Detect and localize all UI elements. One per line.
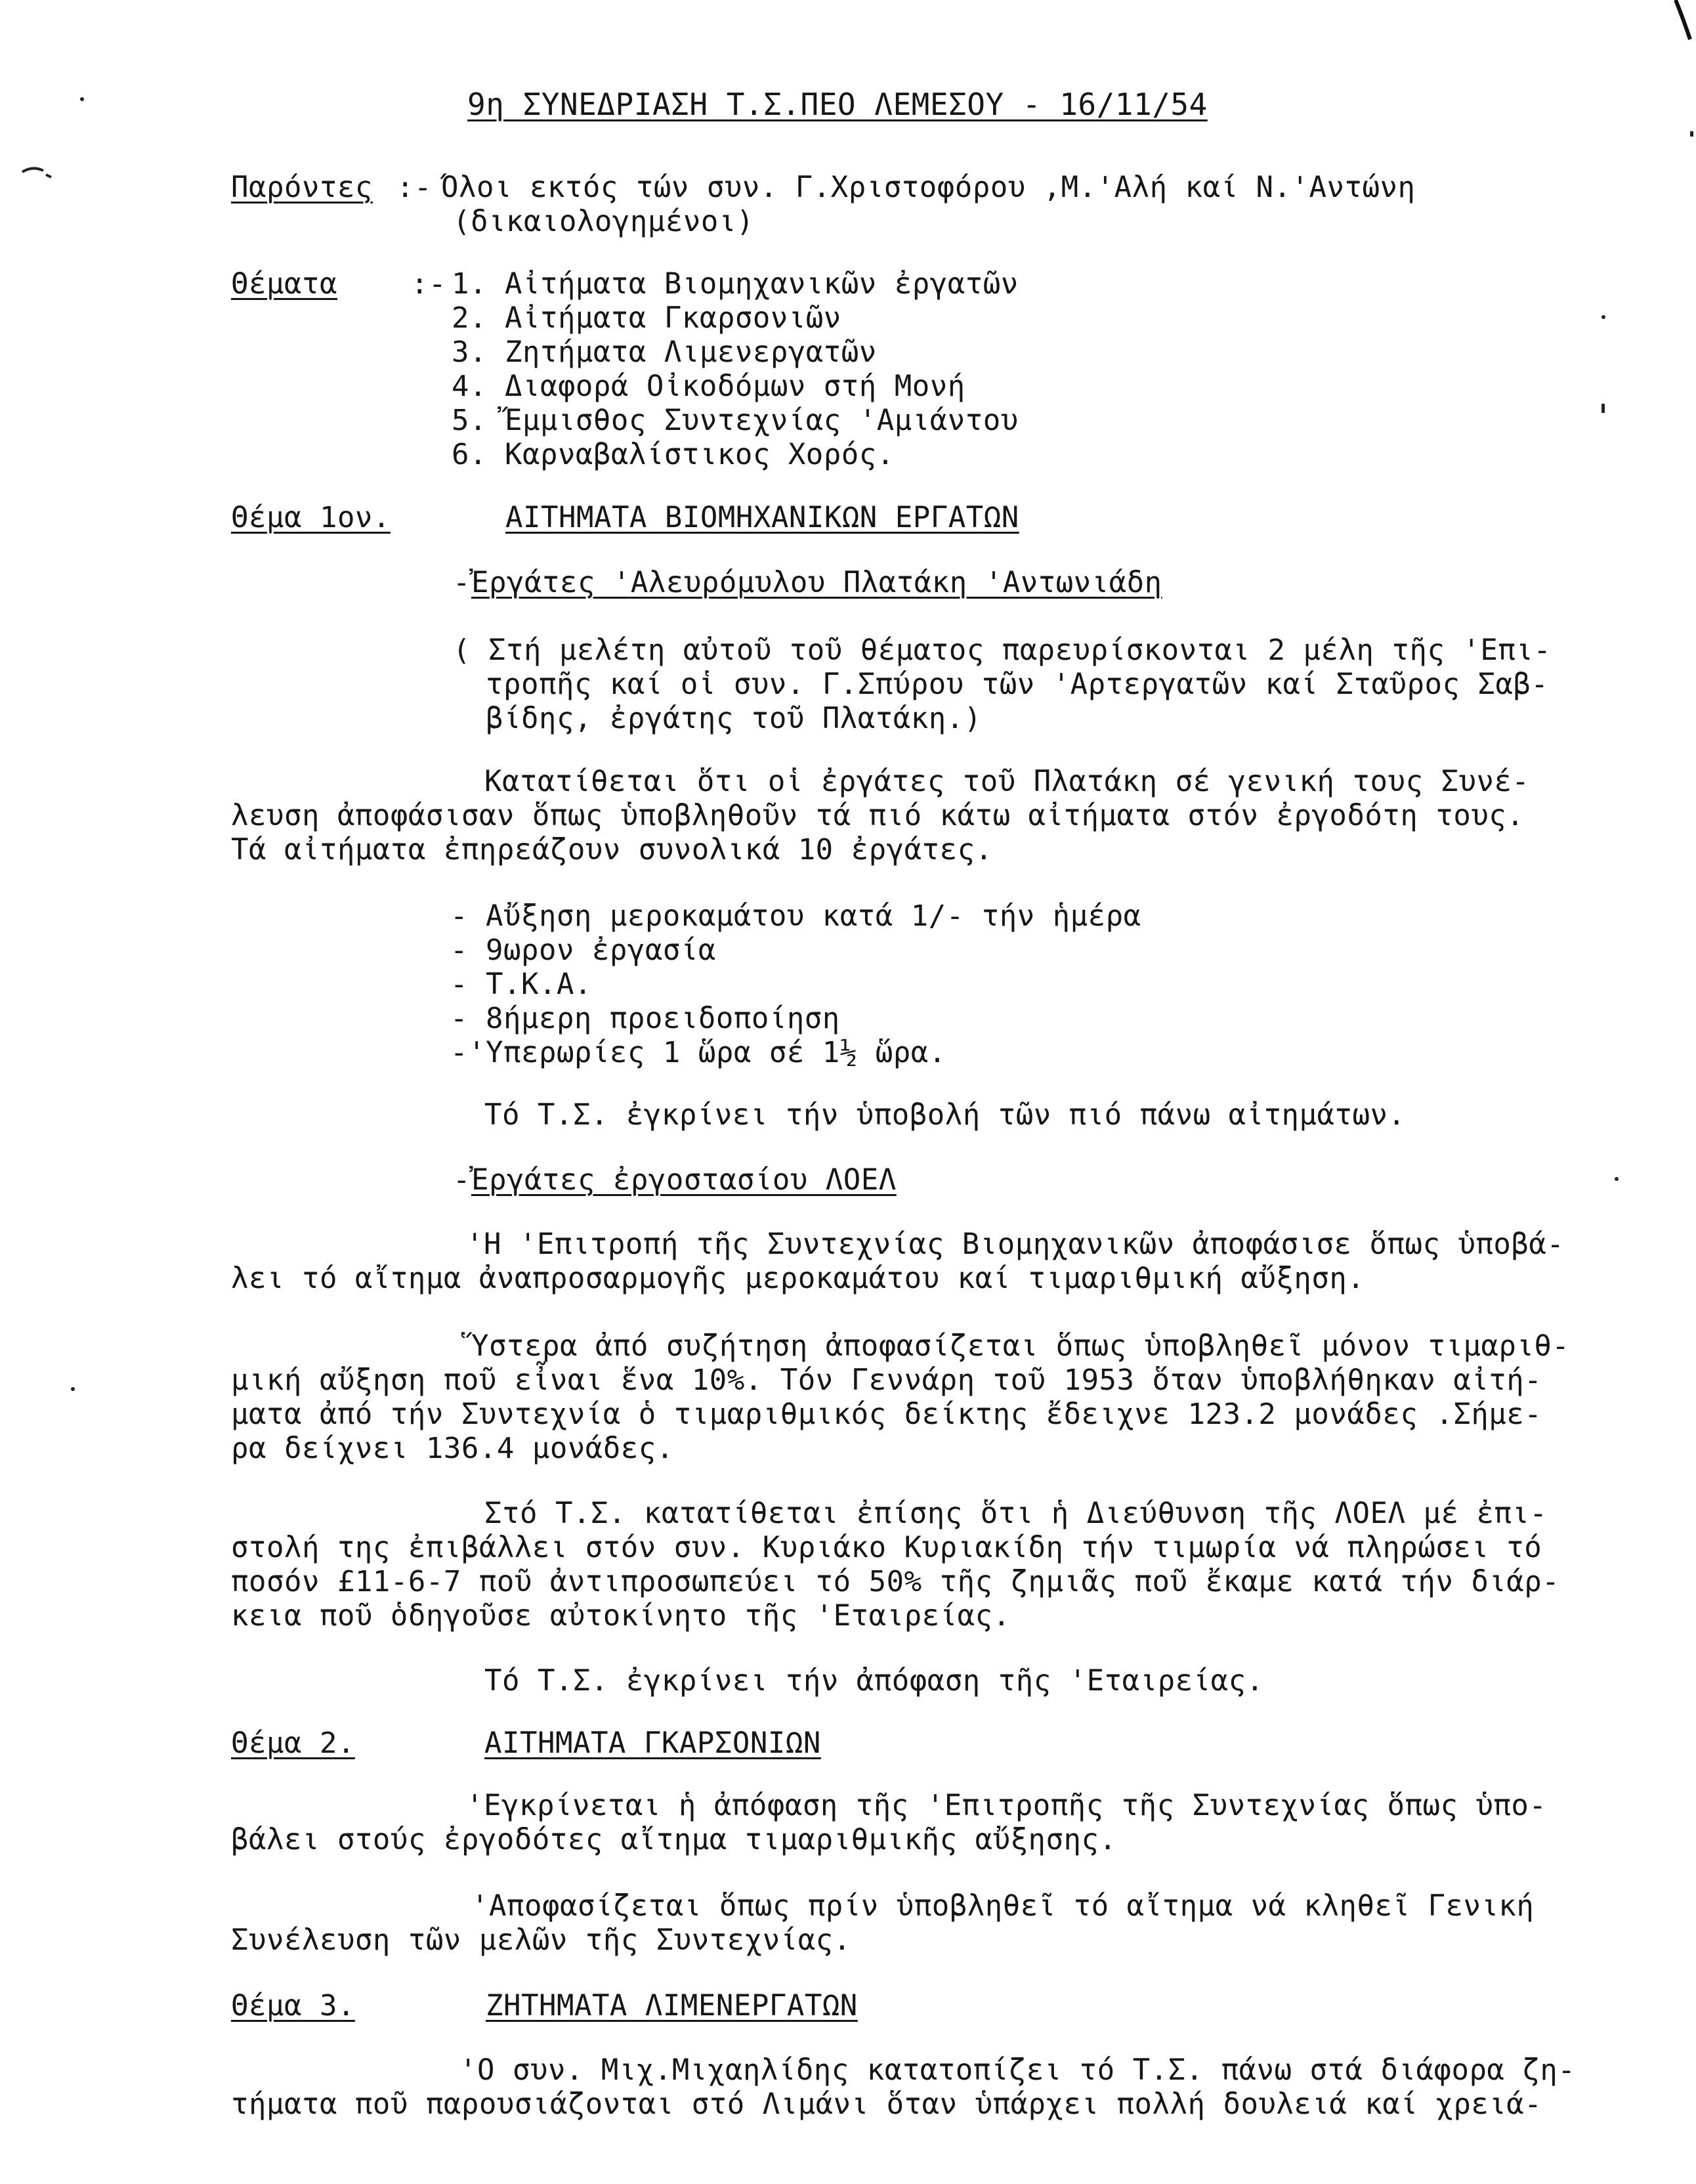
paragraph-line: Κατατίθεται ὅτι οἱ ἐργάτες τοῦ Πλατάκη σέ γενική τους Συνέ- <box>484 765 1530 798</box>
topics-separator: :- <box>411 267 446 301</box>
demand-item: - Αὔξηση μεροκαμάτου κατά 1/- τήν ἡμέρα <box>450 899 1141 933</box>
demand-item: - 8ήμερη προειδοποίηση <box>450 1002 840 1035</box>
subtopic-title: Ἐργάτες 'Αλευρόμυλου Πλατάκη 'Αντωνιάδη <box>471 566 1162 599</box>
scan-dot <box>71 1387 75 1391</box>
scan-dot <box>1601 404 1605 413</box>
topic-list-item: 6. Καρναβαλίστικος Χορός. <box>452 438 895 471</box>
approval-line: Τό Τ.Σ. ἐγκρίνει τήν ὑποβολή τῶν πιό πάνω αἰτημάτων. <box>484 1098 1406 1132</box>
edge-scan-mark <box>1670 0 1696 53</box>
present-text: (δικαιολογημένοι) <box>453 205 754 238</box>
paragraph-line: τήματα ποῦ παρουσιάζονται στό Λιμάνι ὅταν ὑπάρχει πολλή δουλειά καί χρειά- <box>231 2088 1542 2121</box>
paragraph-line: ποσόν £11-6-7 ποῦ ἀντιπροσωπεύει τό 50% τῆς ζημιᾶς ποῦ ἔκαμε κατά τήν διάρ- <box>231 1565 1560 1598</box>
topic1-label: Θέμα 1ον. <box>231 501 391 534</box>
scan-dot <box>1601 315 1605 319</box>
topic2-label: Θέμα 2. <box>231 1726 355 1760</box>
topic3-heading: ΖΗΤΗΜΑΤΑ ΛΙΜΕΝΕΡΓΑΤΩΝ <box>486 1989 858 2023</box>
paragraph-line: κεια ποῦ ὁδηγοῦσε αὐτοκίνητο τῆς 'Εταιρείας. <box>231 1599 1011 1633</box>
paragraph-line: 'Αποφασίζεται ὅπως πρίν ὑποβληθεῖ τό αἴτημα νά κληθεῖ Γενική <box>471 1889 1535 1923</box>
paragraph-line: Ὕστερα ἀπό συζήτηση ἀποφασίζεται ὅπως ὑποβληθεῖ μόνον τιμαριθ- <box>471 1329 1570 1363</box>
margin-tick-mark <box>20 158 59 184</box>
paragraph-line: λευση ἀποφάσισαν ὅπως ὑποβληθοῦν τά πιό κάτω αἰτήματα στόν ἐργοδότη τους. <box>231 799 1525 832</box>
topic-list-item: 5. Ἔμμισθος Συντεχνίας 'Αμιάντου <box>452 404 1019 437</box>
present-text: Όλοι εκτός τών συν. Γ.Χριστοφόρου ,Μ.'Αλή καί Ν.'Αντώνη <box>441 171 1416 204</box>
topic-list-item: 1. Αἰτήματα Βιομηχανικῶν ἐργατῶν <box>452 267 1019 301</box>
scan-dot <box>1615 1177 1619 1181</box>
demand-item: - Τ.Κ.Α. <box>450 968 592 1001</box>
topic-list-item: 4. Διαφορά Οἰκοδόμων στή Μονή <box>452 370 965 403</box>
subtopic-dash: - <box>453 1163 471 1197</box>
topic3-label: Θέμα 3. <box>231 1989 355 2023</box>
paragraph-line: 'Εγκρίνεται ἡ ἀπόφαση τῆς 'Επιτροπῆς τῆς Συντεχνίας ὅπως ὑπο- <box>466 1789 1547 1822</box>
topics-label: Θέματα <box>231 267 337 301</box>
paragraph-line: Στό Τ.Σ. κατατίθεται ἐπίσης ὅτι ἡ Διεύθυνση τῆς ΛΟΕΛ μέ ἐπι- <box>484 1497 1548 1530</box>
note-line: ( Στή μελέτη αὐτοῦ τοῦ θέματος παρευρίσκονται 2 μέλη τῆς 'Επι- <box>453 633 1552 667</box>
approval-line: Τό Τ.Σ. ἐγκρίνει τήν ἀπόφαση τῆς 'Εταιρείας. <box>484 1664 1264 1698</box>
topic-list-item: 3. Ζητήματα Λιμενεργατῶν <box>452 335 877 369</box>
subtopic-dash: - <box>453 566 471 599</box>
paragraph-line: 'Η 'Επιτροπή τῆς Συντεχνίας Βιομηχανικῶν ἀποφάσισε ὅπως ὑποβά- <box>466 1228 1565 1261</box>
present-separator: :- <box>396 171 432 204</box>
topic-list-item: 2. Αἰτήματα Γκαρσονιῶν <box>452 301 841 335</box>
paragraph-line: βάλει στούς ἐργοδότες αἴτημα τιμαριθμικῆς αὔξησης. <box>231 1823 1117 1856</box>
paragraph-line: λει τό αἴτημα ἀναπροσαρμογῆς μεροκαμάτου καί τιμαριθμική αὔξηση. <box>231 1262 1365 1295</box>
paragraph-line: μική αὔξηση ποῦ εἶναι ἕνα 10%. Τόν Γεννάρη τοῦ 1953 ὅταν ὑποβλήθηκαν αἰτή- <box>231 1363 1542 1397</box>
paragraph-line: 'Ο συν. Μιχ.Μιχαηλίδης κατατοπίζει τό Τ.Σ. πάνω στά διάφορα ζη- <box>459 2053 1576 2087</box>
note-line: τροπῆς καί οἱ συν. Γ.Σπύρου τῶν 'Αρτεργατῶν καί Σταῦρος Σαβ- <box>486 668 1549 701</box>
topic1-heading: ΑΙΤΗΜΑΤΑ ΒΙΟΜΗΧΑΝΙΚΩΝ ΕΡΓΑΤΩΝ <box>505 501 1019 534</box>
scan-dot <box>1690 131 1693 137</box>
demand-item: - 9ωρον ἐργασία <box>450 933 716 967</box>
paragraph-line: Τά αἰτήματα ἐπηρεάζουν συνολικά 10 ἐργάτες. <box>231 833 993 867</box>
paragraph-line: ρα δείχνει 136.4 μονάδες. <box>231 1432 674 1465</box>
topic2-heading: ΑΙΤΗΜΑΤΑ ΓΚΑΡΣΟΝΙΩΝ <box>484 1726 821 1760</box>
paragraph-line: Συνέλευση τῶν μελῶν τῆς Συντεχνίας. <box>231 1923 851 1957</box>
paragraph-line: στολή της ἐπιβάλλει στόν συν. Κυριάκο Κυριακίδη τήν τιμωρία νά πληρώσει τό <box>231 1531 1542 1564</box>
scan-dot <box>80 97 84 101</box>
document-title: 9η ΣΥΝΕΔΡΙΑΣΗ Τ.Σ.ΠΕΟ ΛΕΜΕΣΟΥ - 16/11/54 <box>467 87 1208 122</box>
present-label: Παρόντες <box>231 171 373 204</box>
paragraph-line: ματα ἀπό τήν Συντεχνία ὁ τιμαριθμικός δείκτης ἔδειχνε 123.2 μονάδες .Σήμε- <box>231 1398 1542 1431</box>
demand-item: -'Υπερωρίες 1 ὥρα σέ 1½ ὥρα. <box>450 1036 946 1069</box>
note-line: βίδης, ἐργάτης τοῦ Πλατάκη.) <box>486 702 982 735</box>
subtopic-title: Ἐργάτες ἐργοστασίου ΛΟΕΛ <box>471 1163 897 1197</box>
